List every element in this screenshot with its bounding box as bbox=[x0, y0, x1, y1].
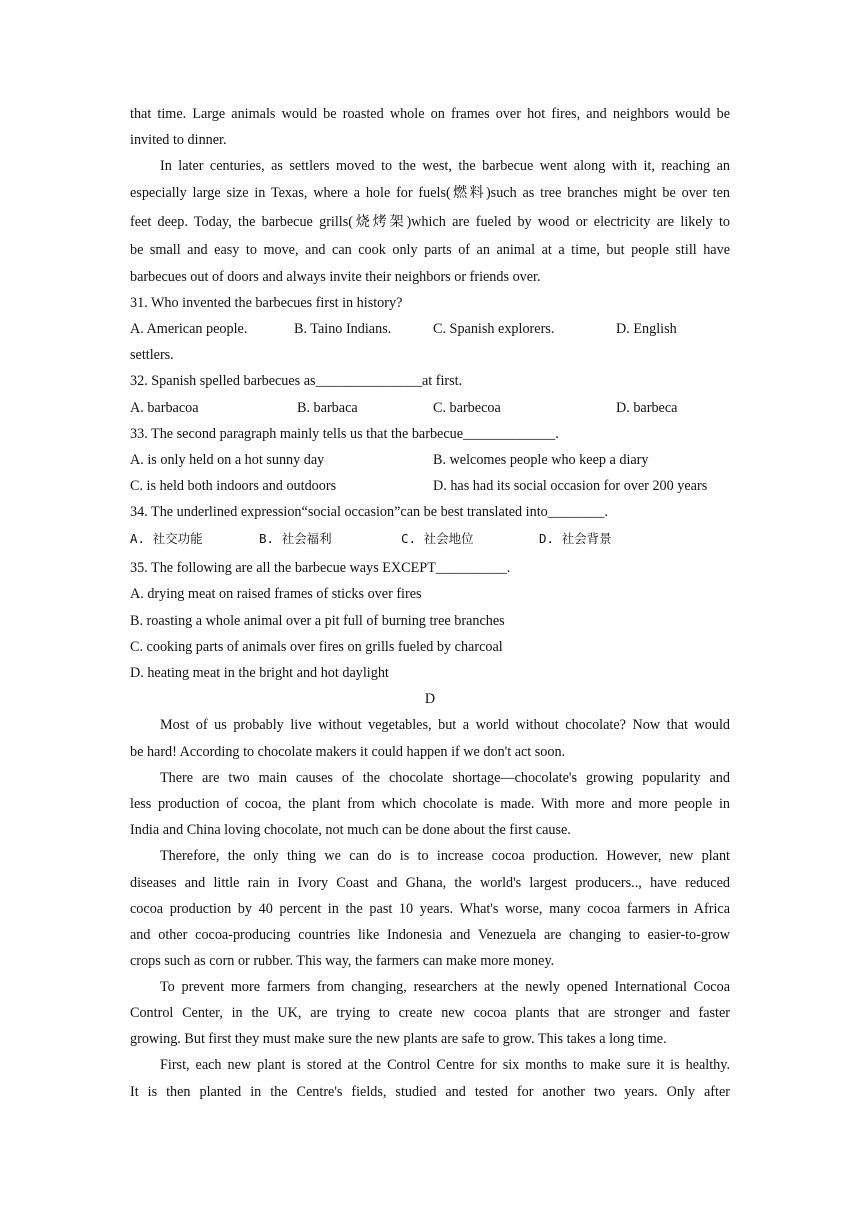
question-stem: 34. The underlined expression“social occasion”can be best translated into________. bbox=[130, 504, 609, 520]
option-a: A. barbacoa bbox=[130, 400, 199, 416]
passage-line: crops such as corn or rubber. This way, the farmers can make more money. bbox=[130, 953, 555, 969]
option-c: C. Spanish explorers. bbox=[433, 321, 555, 337]
passage-line: especially large size in Texas, where a hole for fuels(燃料)such as tree branches might be over ten bbox=[130, 185, 730, 201]
option-c: C. barbecoa bbox=[433, 400, 501, 416]
passage-line: India and China loving chocolate, not much can be done about the first cause. bbox=[130, 822, 571, 838]
option-b: B. 社会福利 bbox=[259, 531, 332, 546]
passage-line: There are two main causes of the chocolate shortage—chocolate's growing popularity and bbox=[160, 770, 730, 786]
option-c: C. is held both indoors and outdoors bbox=[130, 478, 337, 494]
option-c: C. 社会地位 bbox=[401, 531, 474, 546]
option-a: A. drying meat on raised frames of sticks over fires bbox=[130, 586, 422, 602]
question-stem: 35. The following are all the barbecue ways EXCEPT__________. bbox=[130, 560, 511, 576]
passage-line: cocoa production by 40 percent in the past 10 years. What's worse, many cocoa farmers in Africa bbox=[130, 901, 730, 917]
question-stem: 32. Spanish spelled barbecues as_______________at first. bbox=[130, 373, 463, 389]
passage-line: To prevent more farmers from changing, researchers at the newly opened International Cocoa bbox=[160, 979, 730, 995]
passage-line: barbecues out of doors and always invite their neighbors or friends over. bbox=[130, 269, 541, 285]
option-d: D. English bbox=[616, 321, 677, 337]
option-a: A. 社交功能 bbox=[130, 531, 203, 546]
passage-line: be hard! According to chocolate makers it could happen if we don't act soon. bbox=[130, 744, 566, 760]
passage-line: invited to dinner. bbox=[130, 132, 227, 148]
passage-line: that time. Large animals would be roasted whole on frames over hot fires, and neighbors would be bbox=[130, 106, 730, 122]
option-d: D. has had its social occasion for over 200 years bbox=[433, 478, 708, 494]
passage-line: be small and easy to move, and can cook only parts of an animal at a time, but people still have bbox=[130, 242, 730, 258]
option-wrap: settlers. bbox=[130, 347, 174, 363]
option-b: B. welcomes people who keep a diary bbox=[433, 452, 649, 468]
passage-line: diseases and little rain in Ivory Coast and Ghana, the world's largest producers.., have reduced bbox=[130, 875, 730, 891]
passage-line: First, each new plant is stored at the Control Centre for six months to make sure it is healthy. bbox=[160, 1057, 730, 1073]
option-b: B. roasting a whole animal over a pit full of burning tree branches bbox=[130, 613, 505, 629]
question-stem: 31. Who invented the barbecues first in history? bbox=[130, 295, 403, 311]
passage-line: and other cocoa-producing countries like Indonesia and Venezuela are changing to easier-to-grow bbox=[130, 927, 730, 943]
passage-line: It is then planted in the Centre's fields, studied and tested for another two years. Only after bbox=[130, 1084, 730, 1100]
option-d: D. barbeca bbox=[616, 400, 678, 416]
passage-line: Therefore, the only thing we can do is to increase cocoa production. However, new plant bbox=[160, 848, 730, 864]
passage-line: Control Center, in the UK, are trying to create new cocoa plants that are stronger and faster bbox=[130, 1005, 730, 1021]
passage-line: less production of cocoa, the plant from which chocolate is made. With more and more people in bbox=[130, 796, 730, 812]
question-stem: 33. The second paragraph mainly tells us that the barbecue_____________. bbox=[130, 426, 559, 442]
passage-line: feet deep. Today, the barbecue grills(烧烤架)which are fueled by wood or electricity are likely to bbox=[130, 214, 730, 230]
option-a: A. is only held on a hot sunny day bbox=[130, 452, 325, 468]
passage-line: growing. But first they must make sure the new plants are safe to grow. This takes a long time. bbox=[130, 1031, 667, 1047]
passage-line: In later centuries, as settlers moved to the west, the barbecue went along with it, reaching an bbox=[160, 158, 730, 174]
section-heading: D bbox=[424, 691, 436, 707]
option-d: D. 社会背景 bbox=[539, 531, 612, 546]
option-a: A. American people. bbox=[130, 321, 248, 337]
option-c: C. cooking parts of animals over fires on grills fueled by charcoal bbox=[130, 639, 503, 655]
option-b: B. Taino Indians. bbox=[294, 321, 392, 337]
passage-line: Most of us probably live without vegetables, but a world without chocolate? Now that would bbox=[160, 717, 730, 733]
option-d: D. heating meat in the bright and hot daylight bbox=[130, 665, 389, 681]
option-b: B. barbaca bbox=[297, 400, 358, 416]
